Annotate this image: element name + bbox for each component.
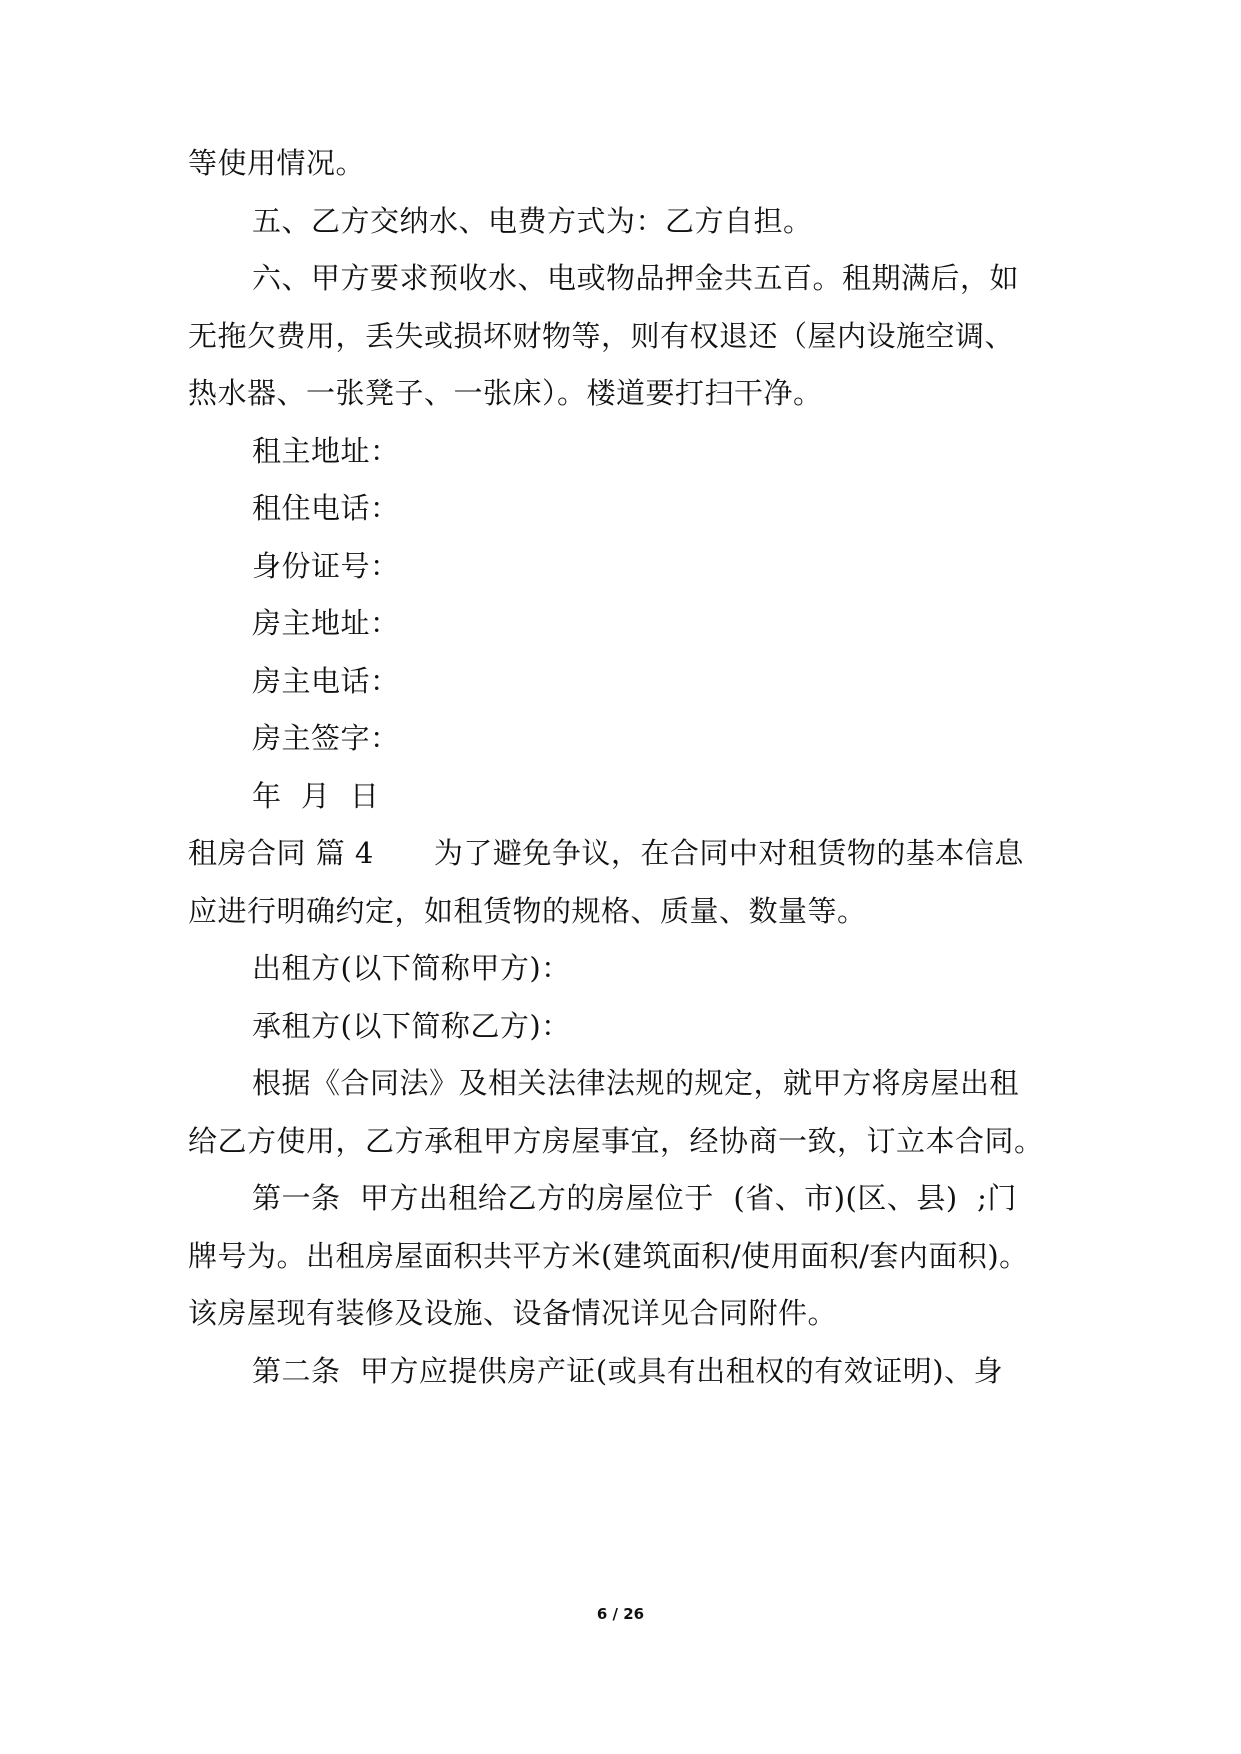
text-line: 五、乙方交纳水、电费方式为：乙方自担。 [252,204,813,238]
text-line: 牌号为。出租房屋面积共平方米(建筑面积/使用面积/套内面积)。 [188,1239,1029,1273]
page-number: 6 / 26 [596,1605,645,1623]
section-intro: 为了避免争议，在合同中对租赁物的基本信息 [433,836,1024,870]
field-label-tenant-phone: 租住电话： [252,491,400,525]
article-one-line: 第一条 甲方出租给乙方的房屋位于 (省、市)(区、县) ;门 [252,1181,1017,1215]
text-line: 无拖欠费用，丢失或损坏财物等，则有权退还（屋内设施空调、 [188,319,1015,353]
text-line: 给乙方使用，乙方承租甲方房屋事宜，经协商一致，订立本合同。 [188,1124,1044,1158]
section-heading-line [188,833,1024,873]
field-label-landlord-address: 房主地址： [252,606,400,640]
text-line: 根据《合同法》及相关法律法规的规定，就甲方将房屋出租 [252,1066,1020,1100]
field-label-landlord-signature: 房主签字： [252,721,400,755]
text-line: 热水器、一张凳子、一张床）。楼道要打扫干净。 [188,376,823,410]
section-title: 租房合同 篇 4 [188,836,374,870]
field-label-landlord-phone: 房主电话： [252,664,400,698]
text-line: 等使用情况。 [188,146,366,180]
text-line: 应进行明确约定，如租赁物的规格、质量、数量等。 [188,894,867,928]
field-label-id-number: 身份证号： [252,549,400,583]
field-label-tenant-address: 租主地址： [252,434,400,468]
article-two-line: 第二条 甲方应提供房产证(或具有出租权的有效证明)、身 [252,1354,1004,1388]
date-line: 年 月 日 [252,779,380,813]
text-line: 该房屋现有装修及设施、设备情况详见合同附件。 [188,1296,838,1330]
text-line: 六、甲方要求预收水、电或物品押金共五百。租期满后，如 [252,261,1020,295]
field-label-lessor: 出租方(以下简称甲方)： [252,951,571,985]
field-label-lessee: 承租方(以下简称乙方)： [252,1009,571,1043]
